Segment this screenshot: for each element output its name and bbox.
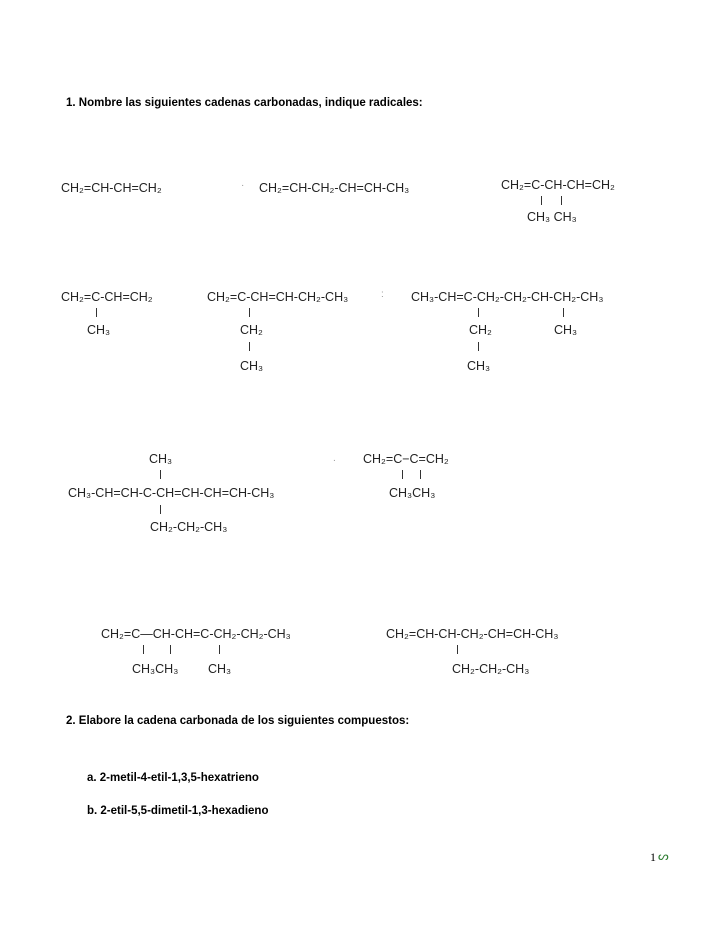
bond-line [160,505,161,514]
compound-8-main-chain: CH₂=C−C=CH₂ [363,452,449,466]
compound-3-main-chain: CH₂=C-CH-CH=CH₂ [501,178,615,192]
compound-9-substituents-1: CH₃CH₃ [132,662,179,676]
compound-7-main-chain: CH₃-CH=CH-C-CH=CH-CH=CH-CH₃ [68,486,275,500]
bond-line [561,196,562,205]
bond-line [143,645,144,654]
bond-line [96,308,97,317]
bond-line [160,470,161,479]
bond-line [249,342,250,351]
bond-line [478,342,479,351]
bond-line [457,645,458,654]
compound-5-main-chain: CH₂=C-CH=CH-CH₂-CH₃ [207,290,349,304]
bond-line [420,470,421,479]
compound-10-main-chain: CH₂=CH-CH-CH₂-CH=CH-CH₃ [386,627,559,641]
bond-line [478,308,479,317]
compound-7-bottom-substituent: CH₂-CH₂-CH₃ [150,520,228,534]
bond-line [219,645,220,654]
compound-6-substituent-2: CH₃ [554,323,578,337]
compound-7-top-substituent: CH₃ [149,452,173,466]
compound-10-substituent: CH₂-CH₂-CH₃ [452,662,530,676]
question-1: 1. Nombre las siguientes cadenas carbonadas, indique radicales: [66,97,423,109]
compound-4-substituent: CH₃ [87,323,111,337]
bond-line [249,308,250,317]
compound-1: CH₂=CH-CH=CH₂ [61,181,162,195]
bond-line [170,645,171,654]
compound-9-substituent-2: CH₃ [208,662,232,676]
compound-8-substituents: CH₃CH₃ [389,486,436,500]
bond-line [563,308,564,317]
stray-mark: . [333,453,336,464]
compound-4-main-chain: CH₂=C-CH=CH₂ [61,290,153,304]
compound-3-substituents: CH₃ CH₃ [527,210,577,224]
compound-6-substituent-1: CH₂ [469,323,492,337]
compound-6-substituent-1-end: CH₃ [467,359,491,373]
stray-mark: : [381,289,384,300]
page-number: 1 [650,850,656,864]
item-b: b. 2-etil-5,5-dimetil-1,3-hexadieno [87,805,269,817]
swirl-icon: ᔕ [658,849,669,863]
compound-2: CH₂=CH-CH₂-CH=CH-CH₃ [259,181,410,195]
compound-5-substituent-2: CH₃ [240,359,264,373]
compound-5-substituent-1: CH₂ [240,323,263,337]
bond-line [541,196,542,205]
compound-9-main-chain: CH₂=C—CH-CH=C-CH₂-CH₂-CH₃ [101,627,291,641]
stray-mark: · [241,180,245,191]
bond-line [402,470,403,479]
compound-6-main-chain: CH₃-CH=C-CH₂-CH₂-CH-CH₂-CH₃ [411,290,604,304]
item-a: a. 2-metil-4-etil-1,3,5-hexatrieno [87,772,259,784]
question-2: 2. Elabore la cadena carbonada de los siguientes compuestos: [66,715,410,727]
